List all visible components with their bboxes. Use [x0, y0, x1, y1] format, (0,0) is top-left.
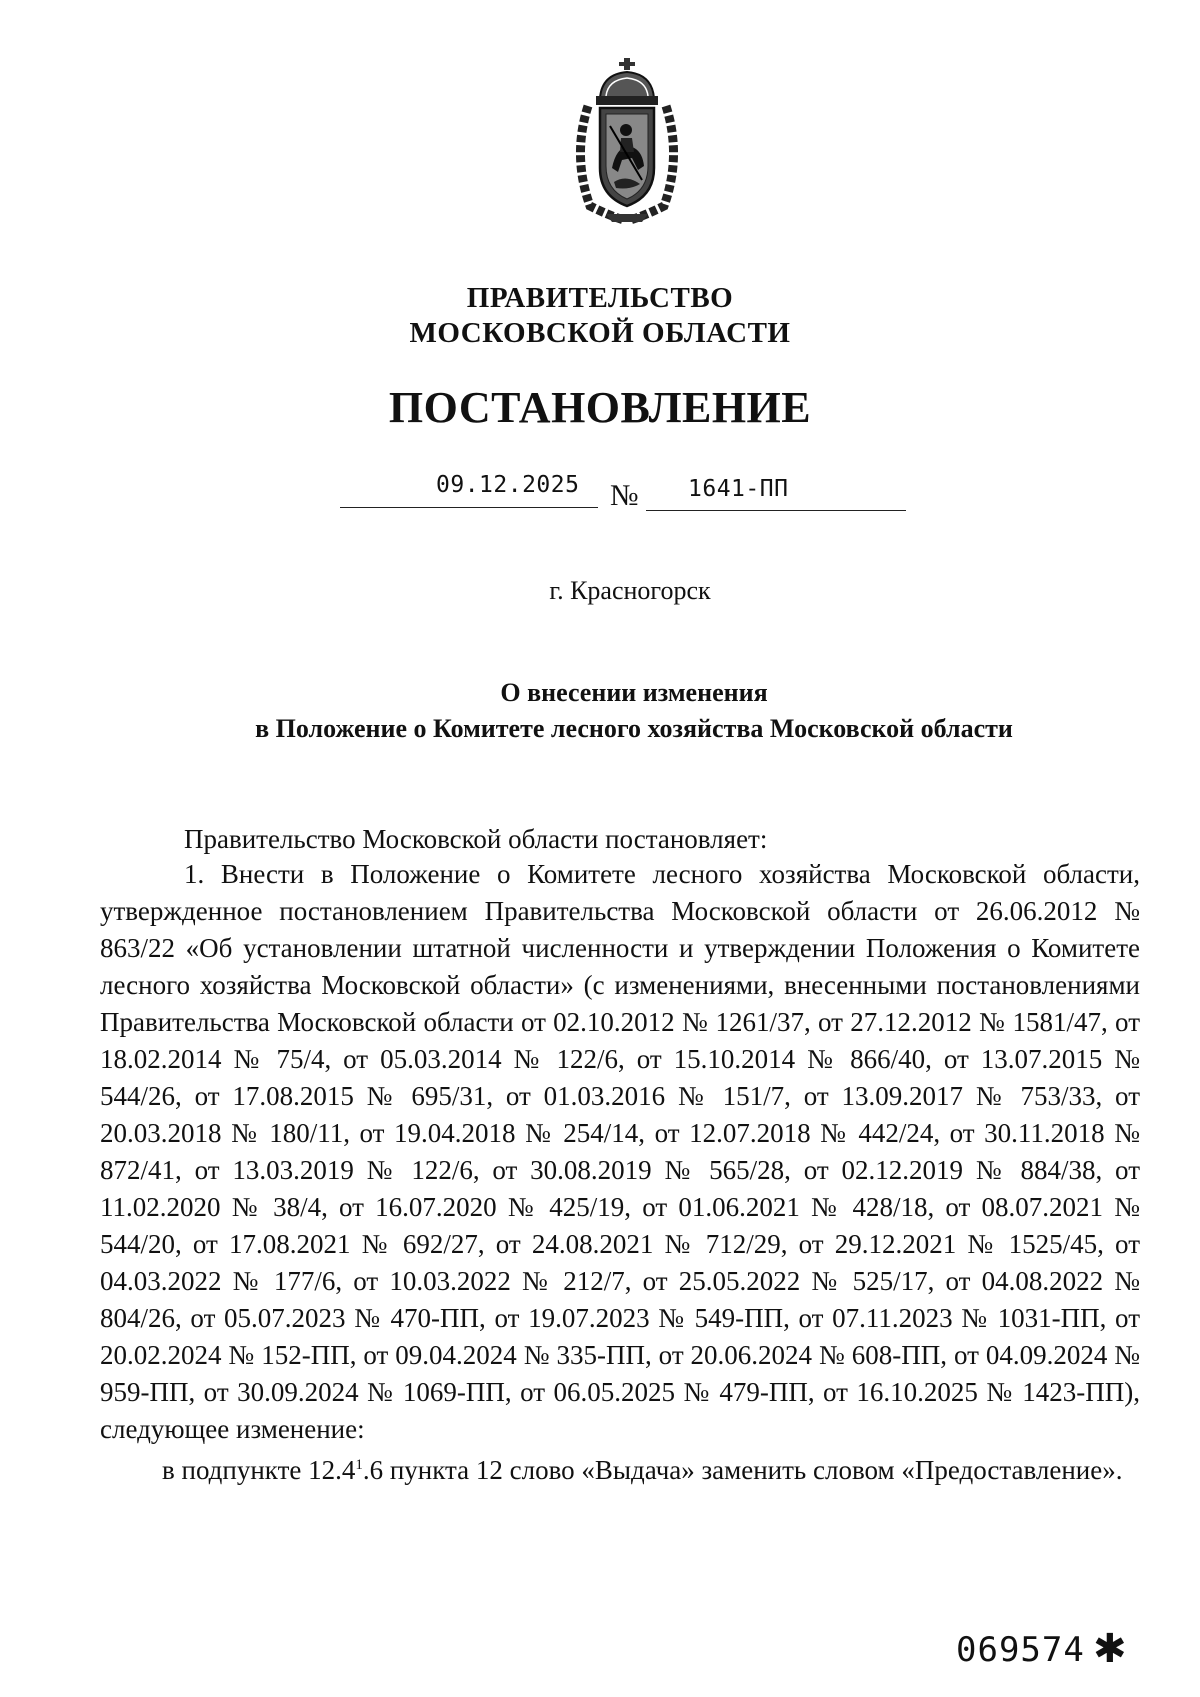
subject-line1: О внесении изменения [500, 678, 768, 707]
city: г. Красногорск [549, 576, 711, 605]
intro-paragraph: Правительство Московской области постановляет: [184, 824, 768, 854]
subject-line2: в Положение о Комитете лесного хозяйства Московской области [255, 714, 1013, 743]
government-name-line1: ПРАВИТЕЛЬСТВО [466, 282, 734, 314]
coat-of-arms-emblem [566, 56, 688, 224]
government-name-line2: МОСКОВСКОЙ ОБЛАСТИ [409, 317, 791, 349]
amendment-text-start: в подпункте 12.4 [162, 1455, 356, 1485]
document-number: 1641-ПП [688, 476, 789, 502]
asterisk-mark: ✱ [1093, 1626, 1127, 1672]
document-date: 09.12.2025 [436, 472, 580, 498]
body-text [100, 856, 1140, 1489]
document-serial-code: 069574 [956, 1630, 1085, 1670]
number-sign: № [610, 479, 639, 512]
paragraph-1: 1. Внести в Положение о Комитете лесного хозяйства Московской области, утвержденное постановлением Правительства Московской области от 26.06.2012 № 863/22 «Об установлении штатной численности и утверждении Положения о Комитете лесного хозяйства Московской области» (с изменениями, внесенными постановлениями Правительства Московской области от 02.10.2012 № 1261/37, от 27.12.2012 № 1581/47, от 18.02.2014 № 75/4, от 05.03.2014 № 122/6, от 15.10.2014 № 866/40, от 13.07.2015 № 544/26, от 17.08.2015 № 695/31, от 01.03.2016 № 151/7, от 13.09.2017 № 753/33, от 20.03.2018 № 180/11, от 19.04.2018 № 254/14, от 12.07.2018 № 442/24, от 30.11.2018 № 872/41, от 13.03.2019 № 122/6, от 30.08.2019 № 565/28, от 02.12.2019 № 884/38, от 11.02.2020 № 38/4, от 16.07.2020 № 425/19, от 01.06.2021 № 428/18, от 08.07.2021 № 544/20, от 17.08.2021 № 692/27, от 24.08.2021 № 712/29, от 29.12.2021 № 1525/45, от 04.03.2022 № 177/6, от 10.03.2022 № 212/7, от 25.05.2022 № 525/17, от 04.08.2022 № 804/26, от 05.07.2023 № 470-ПП, от 19.07.2023 № 549-ПП, от 07.11.2023 № 1031-ПП, от 20.02.2024 № 152-ПП, от 09.04.2024 № 335-ПП, от 20.06.2024 № 608-ПП, от 04.09.2024 № 959-ПП, от 30.09.2024 № 1069-ПП, от 06.05.2025 № 479-ПП, от 16.10.2025 № 1423-ПП), следующее изменение: [100, 859, 1140, 1444]
number-underline [646, 510, 906, 511]
amendment-paragraph [100, 1452, 1140, 1489]
date-underline [340, 507, 598, 508]
amendment-text-end: .6 пункта 12 слово «Выдача» заменить словом «Предоставление». [362, 1455, 1123, 1485]
amendment-superscript: 1 [355, 1457, 363, 1473]
document-type-title: ПОСТАНОВЛЕНИЕ [388, 383, 812, 432]
